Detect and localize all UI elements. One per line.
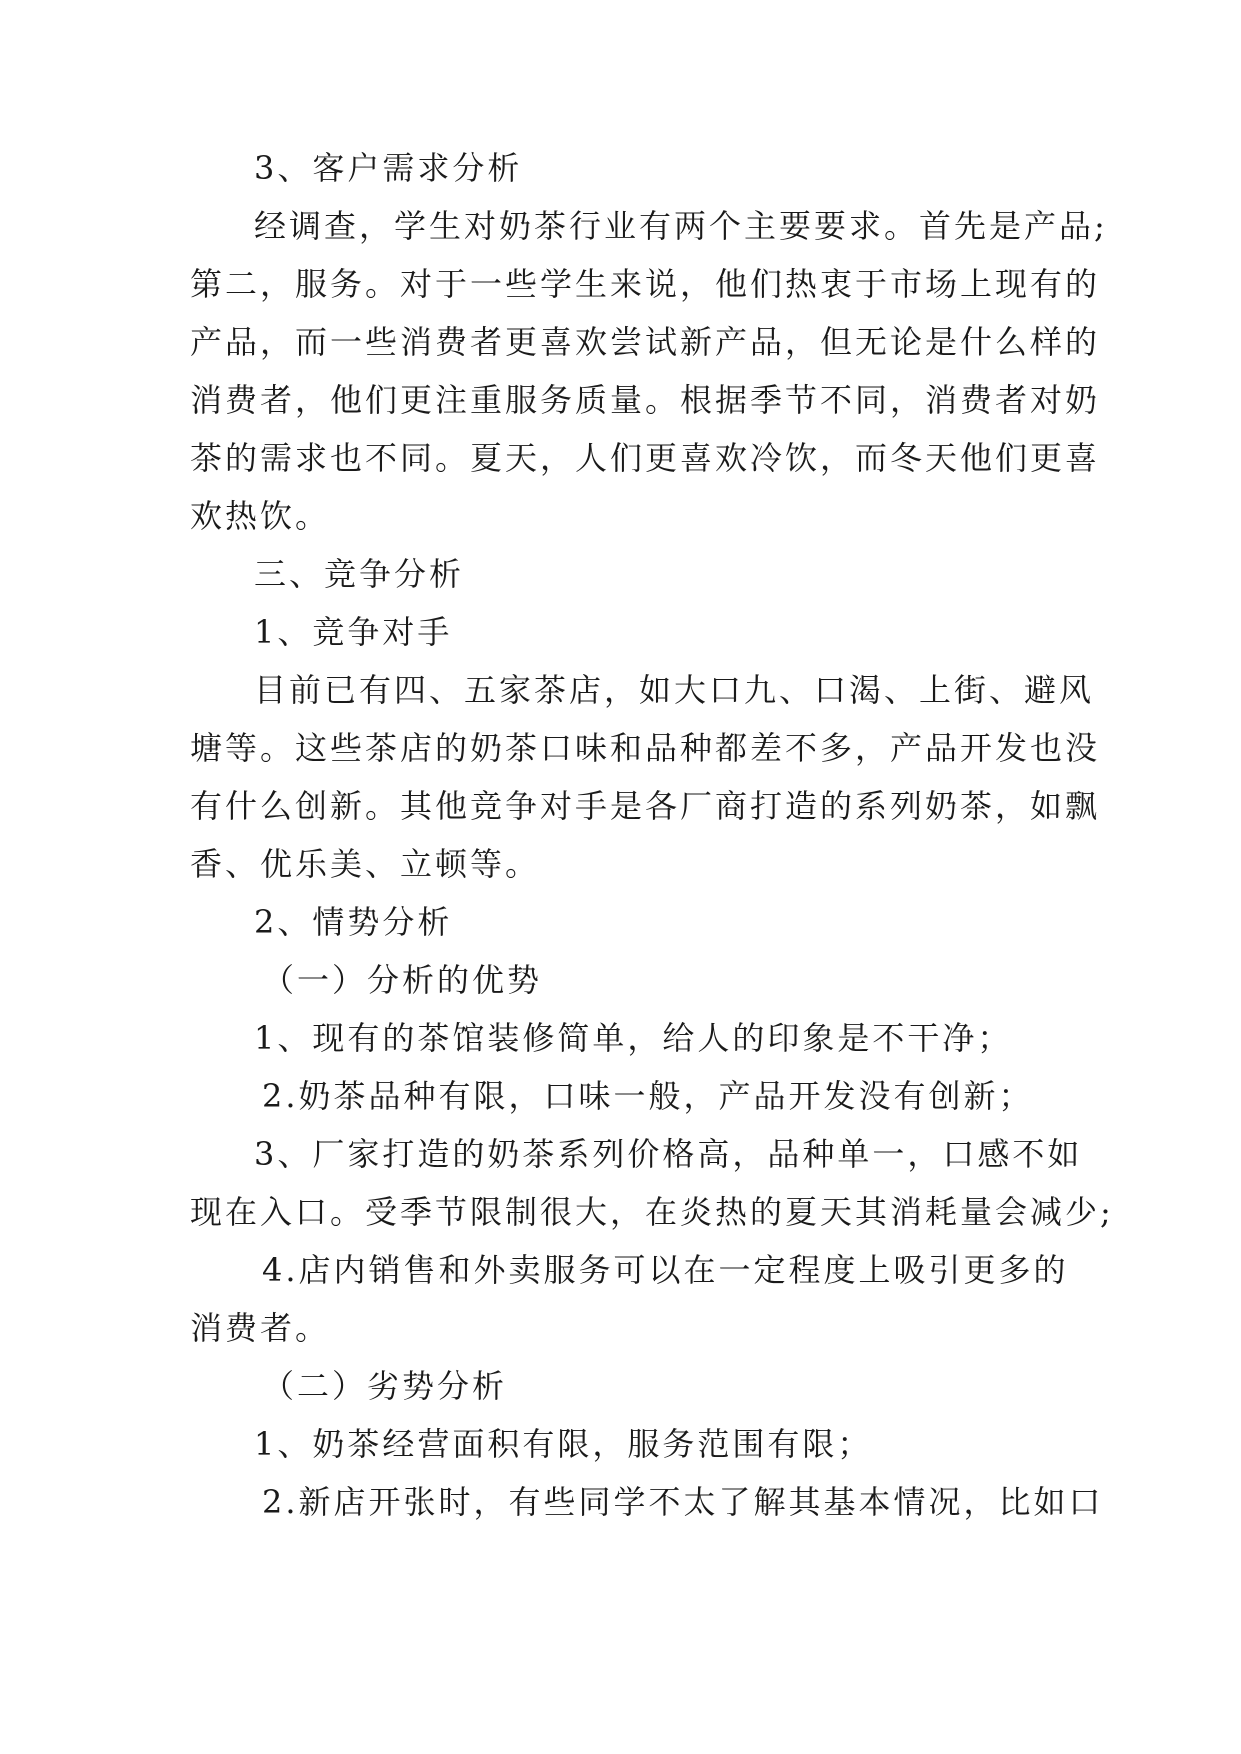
paragraph-line: 消费者。: [190, 1309, 331, 1347]
paragraph-line: 消费者，他们更注重服务质量。根据季节不同，消费者对奶: [190, 381, 1101, 419]
paragraph-line: 经调查，学生对奶茶行业有两个主要要求。首先是产品;: [254, 207, 1108, 245]
list-item: 3、厂家打造的奶茶系列价格高，品种单一，口感不如: [254, 1135, 1083, 1173]
paragraph-line: 茶的需求也不同。夏天，人们更喜欢冷饮，而冬天他们更喜: [190, 439, 1101, 477]
list-item: 2.奶茶品种有限，口味一般，产品开发没有创新；: [262, 1077, 1034, 1115]
paragraph-line: 目前已有四、五家茶店，如大口九、口渴、上街、避风: [254, 671, 1095, 709]
section-heading: 3、客户需求分析: [254, 149, 523, 187]
paragraph-line: 塘等。这些茶店的奶茶口味和品种都差不多，产品开发也没: [190, 729, 1101, 767]
section-heading: 1、竞争对手: [254, 613, 453, 651]
paragraph-line: 现在入口。受季节限制很大，在炎热的夏天其消耗量会减少;: [190, 1193, 1114, 1231]
section-heading: 三、竞争分析: [254, 555, 465, 593]
list-item: 1、奶茶经营面积有限，服务范围有限；: [254, 1425, 873, 1463]
paragraph-line: 欢热饮。: [190, 497, 331, 535]
section-heading: （二）劣势分析: [262, 1367, 508, 1405]
list-item: 4.店内销售和外卖服务可以在一定程度上吸引更多的: [262, 1251, 1069, 1289]
paragraph-line: 第二，服务。对于一些学生来说，他们热衷于市场上现有的: [190, 265, 1101, 303]
list-item: 1、现有的茶馆装修简单，给人的印象是不干净；: [254, 1019, 1013, 1057]
paragraph-line: 香、优乐美、立顿等。: [190, 845, 541, 883]
section-heading: （一）分析的优势: [262, 961, 543, 999]
paragraph-line: 产品，而一些消费者更喜欢尝试新产品，但无论是什么样的: [190, 323, 1101, 361]
section-heading: 2、情势分析: [254, 903, 453, 941]
paragraph-line: 有什么创新。其他竞争对手是各厂商打造的系列奶茶，如飘: [190, 787, 1101, 825]
list-item: 2.新店开张时，有些同学不太了解其基本情况，比如口: [262, 1483, 1104, 1521]
